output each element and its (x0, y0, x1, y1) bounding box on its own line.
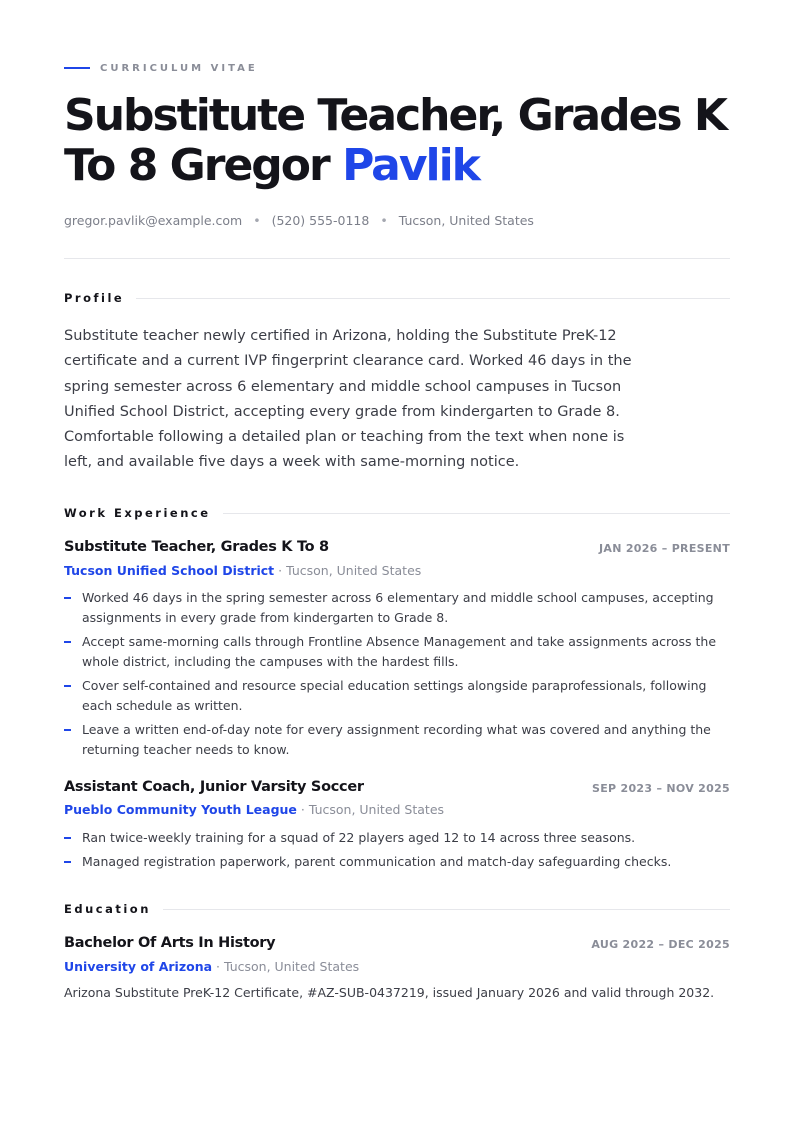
job-organization: Pueblo Community Youth League (64, 802, 297, 817)
eyebrow-rule (64, 67, 90, 69)
education-heading (64, 901, 730, 917)
job-dates: JAN 2026 – PRESENT (598, 542, 730, 555)
bullet-dash (64, 729, 71, 731)
bullet-dash (64, 685, 71, 687)
education-heading-label: Education (64, 902, 151, 916)
bullet-dash (64, 597, 71, 599)
education-org-line (64, 959, 359, 974)
bullet-dash (64, 641, 71, 643)
bullet-text: Cover self-contained and resource special education settings alongside paraprofessionals, following each schedule as written. (82, 678, 707, 713)
bullet-text: Ran twice-weekly training for a squad of 22 players aged 12 to 14 across three seasons. (82, 830, 636, 845)
bullet-dash (64, 837, 71, 839)
separator-dot: • (380, 213, 388, 228)
list-item (64, 588, 730, 627)
eyebrow-label: CURRICULUM VITAE (100, 62, 258, 74)
job-title: Substitute Teacher, Grades K To 8 (64, 539, 329, 555)
bullet-dash (64, 861, 71, 863)
job-location: · Tucson, United States (296, 802, 445, 817)
contact-line (64, 213, 534, 228)
bullet-text: Accept same-morning calls through Frontline Absence Management and take assignments across the whole district, including the campuses with the hardest fills. (82, 634, 717, 669)
education-note: Arizona Substitute PreK-12 Certificate, #AZ-SUB-0437219, issued January 2026 and valid through 2032. (64, 985, 715, 1000)
list-item (64, 828, 730, 848)
bullet-text: Worked 46 days in the spring semester across 6 elementary and middle school campuses, accepting assignments in every grade from kindergarten to Grade 8. (82, 590, 714, 625)
education-heading-rule (163, 909, 730, 910)
profile-heading-rule (136, 298, 730, 299)
contact-location: Tucson, United States (398, 213, 534, 228)
list-item (64, 720, 730, 759)
bullet-text: Managed registration paperwork, parent communication and match-day safeguarding checks. (82, 853, 672, 869)
profile-text: Substitute teacher newly certified in Arizona, holding the Substitute PreK-12 certificate and a current IVP fingerprint clearance card. Worked 46 days in the spring semester across 6 elementary and middle school campuses in Tucson Unified School District, accepting every grade from kindergarten to Grade 8. Comfortable following a detailed plan or teaching from the text when none is left, and available five days a week with same-morning notice. (64, 328, 632, 471)
profile-heading-label: Profile (64, 291, 125, 305)
education-location: · Tucson, United States (212, 959, 360, 974)
title-main: Substitute Teacher, Grades K To 8 Gregor (64, 90, 727, 191)
job-title: Assistant Coach, Junior Varsity Soccer (64, 779, 364, 795)
education-dates: AUG 2022 – DEC 2025 (591, 938, 730, 951)
contact-phone: (520) 555-0118 (271, 213, 370, 228)
list-item (64, 632, 730, 671)
list-item (64, 852, 730, 872)
experience-heading-label: Work Experience (64, 506, 211, 520)
job-location: · Tucson, United States (274, 563, 422, 578)
page-title (64, 91, 744, 191)
degree-title: Bachelor Of Arts In History (64, 935, 276, 951)
bullet-text: Leave a written end-of-day note for every assignment recording what was covered and anything the returning teacher needs to know. (82, 722, 711, 757)
title-accent: Pavlik (342, 140, 479, 191)
header-divider (64, 258, 730, 259)
education-institution: University of Arizona (64, 959, 213, 974)
profile-heading (64, 290, 730, 306)
contact-email: gregor.pavlik@example.com (64, 213, 243, 228)
job-org-line (64, 802, 444, 817)
experience-heading (64, 505, 730, 521)
job-organization: Tucson Unified School District (64, 563, 275, 578)
separator-dot: • (253, 213, 261, 228)
experience-heading-rule (223, 513, 730, 514)
job-bullets (64, 588, 730, 759)
job-org-line (64, 563, 421, 578)
job-bullets (64, 828, 730, 871)
job-dates: SEP 2023 – NOV 2025 (591, 782, 730, 795)
eyebrow (64, 60, 258, 76)
list-item (64, 676, 730, 715)
